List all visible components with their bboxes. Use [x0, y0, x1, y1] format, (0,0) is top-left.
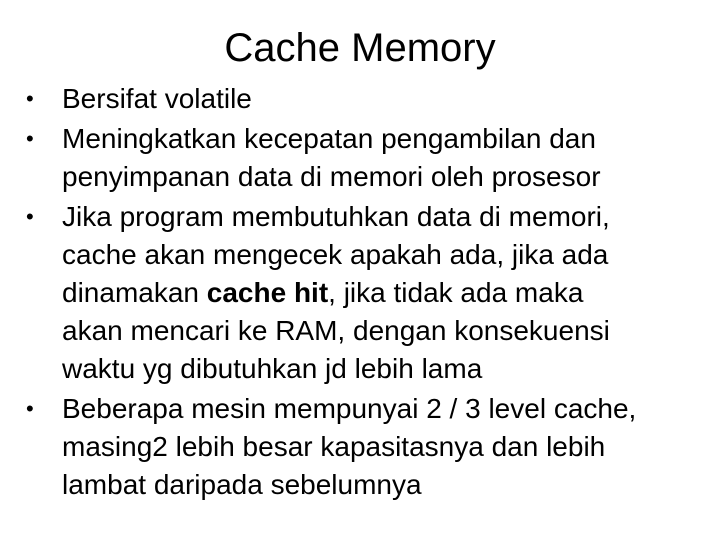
bullet-line: Beberapa mesin mempunyai 2 / 3 level cache, — [62, 393, 637, 424]
bullet-line: Meningkatkan kecepatan pengambilan dan — [62, 123, 596, 154]
bullet-item — [24, 80, 714, 118]
bullet-line: Bersifat volatile — [62, 83, 252, 114]
bullet-line: akan mencari ke RAM, dengan konsekuensi — [62, 315, 610, 346]
bullet-item — [24, 120, 714, 196]
bullet-dot-icon: • — [26, 86, 34, 111]
bullet-line: penyimpanan data di memori oleh prosesor — [62, 161, 601, 192]
bold-term: cache hit — [206, 277, 329, 308]
bullet-line: lambat daripada sebelumnya — [62, 469, 422, 500]
bullet-line: dinamakan cache hit, jika tidak ada maka — [62, 277, 584, 308]
bullet-line: cache akan mengecek apakah ada, jika ada — [62, 239, 609, 270]
bullet-line: waktu yg dibutuhkan jd lebih lama — [62, 353, 483, 384]
bullet-item — [24, 198, 714, 388]
slide-title: Cache Memory — [224, 26, 496, 70]
bullet-dot-icon: • — [26, 204, 34, 229]
bullet-line: Jika program membutuhkan data di memori, — [62, 201, 610, 232]
bullet-list — [24, 80, 714, 504]
bullet-dot-icon: • — [26, 396, 34, 421]
bullet-item — [24, 390, 714, 504]
bullet-line: masing2 lebih besar kapasitasnya dan lebih — [62, 431, 606, 462]
bullet-dot-icon: • — [26, 126, 34, 151]
